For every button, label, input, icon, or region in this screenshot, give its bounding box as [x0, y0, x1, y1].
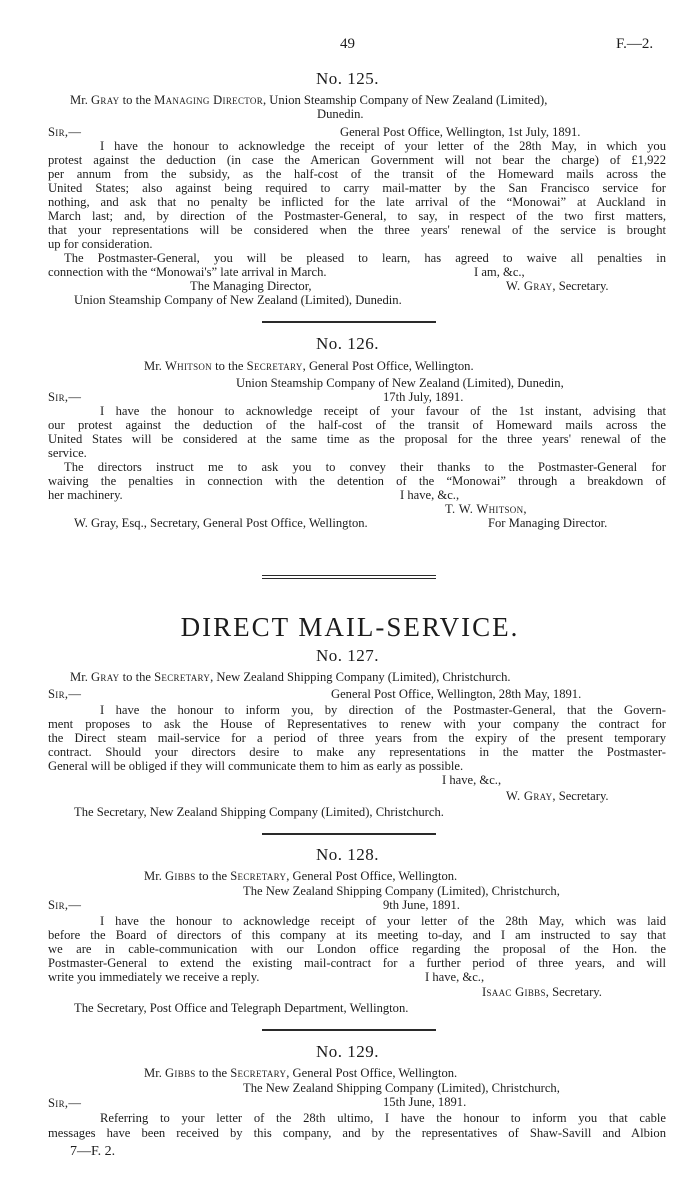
section-heading: DIRECT MAIL-SERVICE.	[180, 612, 520, 642]
body-line: before the Board of directors of this company at its meeting to-day, and I am instructed to say that	[48, 928, 666, 942]
document-reference: F.—2.	[616, 36, 654, 52]
body-line: waiving the penalties in connection with the detention of the “Monowai” through a breakdown of	[48, 474, 666, 488]
body-line: contract. Should your directors desire to make any representations in the matter the Postmaster-	[48, 745, 666, 759]
signature: Isaac Gibbs, Secretary.	[482, 985, 602, 999]
addressee: The Managing Director,	[190, 279, 312, 293]
salutation: Sir,—	[48, 898, 82, 912]
body-line: per annum from the subsidy, as the half-cost of the transit of the Homeward mails across the	[48, 167, 666, 181]
body-line: protest against the deduction (in case the American Government will not bear the charge) of £1,922	[48, 153, 666, 167]
body-line: service.	[48, 446, 87, 460]
body-line: the Direct steam mail-service for a period of three years from the expiry of the present temporary	[48, 731, 666, 745]
signature-mark: 7—F. 2.	[70, 1144, 116, 1159]
place-date: General Post Office, Wellington, 28th May, 1891.	[331, 687, 582, 701]
letter-number: No. 127.	[316, 646, 380, 665]
letter-place: The New Zealand Shipping Company (Limited), Christchurch,	[243, 1081, 560, 1095]
body-line: United States will be considered at the same time as the proposal for the three years' renewal of the	[48, 432, 666, 446]
body-line: her machinery.	[48, 488, 123, 502]
closing: I have, &c.,	[425, 970, 485, 984]
closing: I have, &c.,	[442, 773, 502, 787]
letter-number: No. 128.	[316, 845, 380, 864]
salutation: Sir,—	[48, 390, 82, 404]
signature: W. Gray, Secretary.	[506, 279, 609, 293]
body-line: we are in cable-communication with our London office regarding the proposal of the Hon. the	[48, 942, 666, 956]
salutation: Sir,—	[48, 1096, 82, 1110]
section-rule	[262, 833, 436, 835]
letter-address: Mr. Gray to the Secretary, New Zealand Shipping Company (Limited), Christchurch.	[70, 670, 511, 684]
letter-address: Mr. Gray to the Managing Director, Union Steamship Company of New Zealand (Limited),	[70, 93, 548, 107]
body-line: General will be obliged if they will communicate them to him as early as possible.	[48, 759, 464, 773]
letter-address: Mr. Gibbs to the Secretary, General Post Office, Wellington.	[144, 869, 458, 883]
body-line: The directors instruct me to ask you to convey their thanks to the Postmaster-General for	[64, 460, 666, 474]
addressee: The Secretary, New Zealand Shipping Company (Limited), Christchurch.	[74, 805, 444, 819]
body-line: nothing, and ask that no penalty be inflicted for the late arrival of the “Monowai” at Auckland in	[48, 195, 666, 209]
letter-date: 17th July, 1891.	[383, 390, 464, 404]
letter-place: The New Zealand Shipping Company (Limited), Christchurch,	[243, 884, 560, 898]
body-line: connection with the “Monowai's” late arrival in March.	[48, 265, 327, 279]
place-date: General Post Office, Wellington, 1st July, 1891.	[340, 125, 581, 139]
body-line: ment proposes to ask the House of Representatives to renew with your company the contract for	[48, 717, 666, 731]
section-rule	[262, 575, 436, 576]
letter-number: No. 125.	[316, 69, 380, 88]
body-line: I have the honour to acknowledge receipt of your favour of the 1st instant, advising that	[100, 404, 666, 418]
letter-number: No. 126.	[316, 334, 380, 353]
closing: I have, &c.,	[400, 488, 460, 502]
body-line: United States; also against being required to carry mail-matter by the San Francisco service for	[48, 181, 666, 195]
body-line: The Postmaster-General, you will be pleased to learn, has agreed to waive all penalties in	[64, 251, 666, 265]
salutation: Sir,—	[48, 125, 82, 139]
signature: W. Gray, Secretary.	[506, 789, 609, 803]
section-rule	[262, 321, 436, 323]
letter-date: 9th June, 1891.	[383, 898, 460, 912]
letter-place: Union Steamship Company of New Zealand (Limited), Dunedin,	[236, 376, 564, 390]
body-line: March last; and, by direction of the Postmaster-General, to say, in respect of the two first matters,	[48, 209, 666, 223]
letter-address-line2: Dunedin.	[317, 107, 364, 121]
body-line: up for consideration.	[48, 237, 153, 251]
section-rule	[262, 578, 436, 579]
page-number: 49	[340, 36, 355, 52]
section-rule	[262, 1029, 436, 1031]
body-line: our protest against the deduction of the half-cost of the transit of Homeward mails across the	[48, 418, 666, 432]
addressee: W. Gray, Esq., Secretary, General Post Office, Wellington.	[74, 516, 368, 530]
signature: T. W. Whitson,	[445, 502, 527, 516]
body-line: Referring to your letter of the 28th ultimo, I have the honour to inform you that cable	[100, 1111, 666, 1125]
body-line: that your representations will be considered when the three years' renewal of the service is brought	[48, 223, 666, 237]
body-line: Postmaster-General to extend the existing mail-contract for a further period of three years, and will	[48, 956, 666, 970]
signature-title: For Managing Director.	[488, 516, 608, 530]
addressee: Union Steamship Company of New Zealand (Limited), Dunedin.	[74, 293, 402, 307]
body-line: I have the honour to acknowledge receipt of your letter of the 28th May, which was laid	[100, 914, 666, 928]
closing: I am, &c.,	[474, 265, 525, 279]
body-line: I have the honour to inform you, by direction of the Postmaster-General, that the Govern-	[100, 703, 666, 717]
letter-date: 15th June, 1891.	[383, 1095, 467, 1109]
salutation: Sir,—	[48, 687, 82, 701]
body-line: write you immediately we receive a reply.	[48, 970, 260, 984]
body-line: I have the honour to acknowledge the receipt of your letter of the 28th May, in which you	[100, 139, 666, 153]
letter-address: Mr. Gibbs to the Secretary, General Post Office, Wellington.	[144, 1066, 458, 1080]
addressee: The Secretary, Post Office and Telegraph Department, Wellington.	[74, 1001, 409, 1015]
letter-address: Mr. Whitson to the Secretary, General Post Office, Wellington.	[144, 359, 474, 373]
body-line: messages have been received by this company, and by the representatives of Shaw-Savill and Albion	[48, 1126, 666, 1140]
letter-number: No. 129.	[316, 1042, 380, 1061]
